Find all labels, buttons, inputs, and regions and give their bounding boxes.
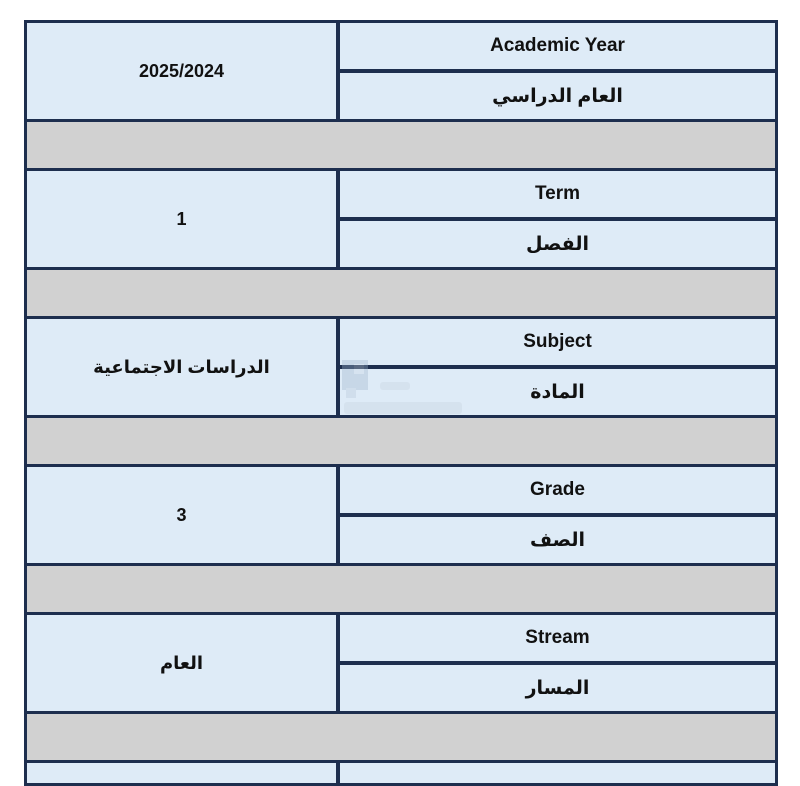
stream-label-ar: المسار: [340, 665, 775, 711]
subject-labels: [340, 319, 775, 415]
row-separator: [27, 122, 775, 168]
next-row-value: [27, 763, 336, 783]
stream-row: [27, 615, 775, 711]
next-row-label: [340, 763, 775, 783]
subject-row: [27, 319, 775, 415]
row-separator: [27, 418, 775, 464]
term-label-ar: الفصل: [340, 221, 775, 267]
stream-value: العام: [27, 615, 336, 711]
term-labels: [340, 171, 775, 267]
academic-year-label-en: Academic Year: [340, 23, 775, 69]
grade-labels: [340, 467, 775, 563]
next-row-partial: [27, 763, 775, 783]
stream-labels: [340, 615, 775, 711]
stream-label-en: Stream: [340, 615, 775, 661]
term-label-en: Term: [340, 171, 775, 217]
subject-value: الدراسات الاجتماعية: [27, 319, 336, 415]
academic-year-labels: [340, 23, 775, 119]
row-separator: [27, 714, 775, 760]
grade-label-en: Grade: [340, 467, 775, 513]
next-row-labels: [340, 763, 775, 783]
grade-label-ar: الصف: [340, 517, 775, 563]
term-row: [27, 171, 775, 267]
subject-label-en: Subject: [340, 319, 775, 365]
academic-year-value: 2025/2024: [27, 23, 336, 119]
row-separator: [27, 566, 775, 612]
grade-value: 3: [27, 467, 336, 563]
row-separator: [27, 270, 775, 316]
info-table: [24, 20, 778, 786]
grade-row: [27, 467, 775, 563]
academic-year-row: [27, 23, 775, 119]
academic-year-label-ar: العام الدراسي: [340, 73, 775, 119]
subject-label-ar: المادة: [340, 369, 775, 415]
term-value: 1: [27, 171, 336, 267]
